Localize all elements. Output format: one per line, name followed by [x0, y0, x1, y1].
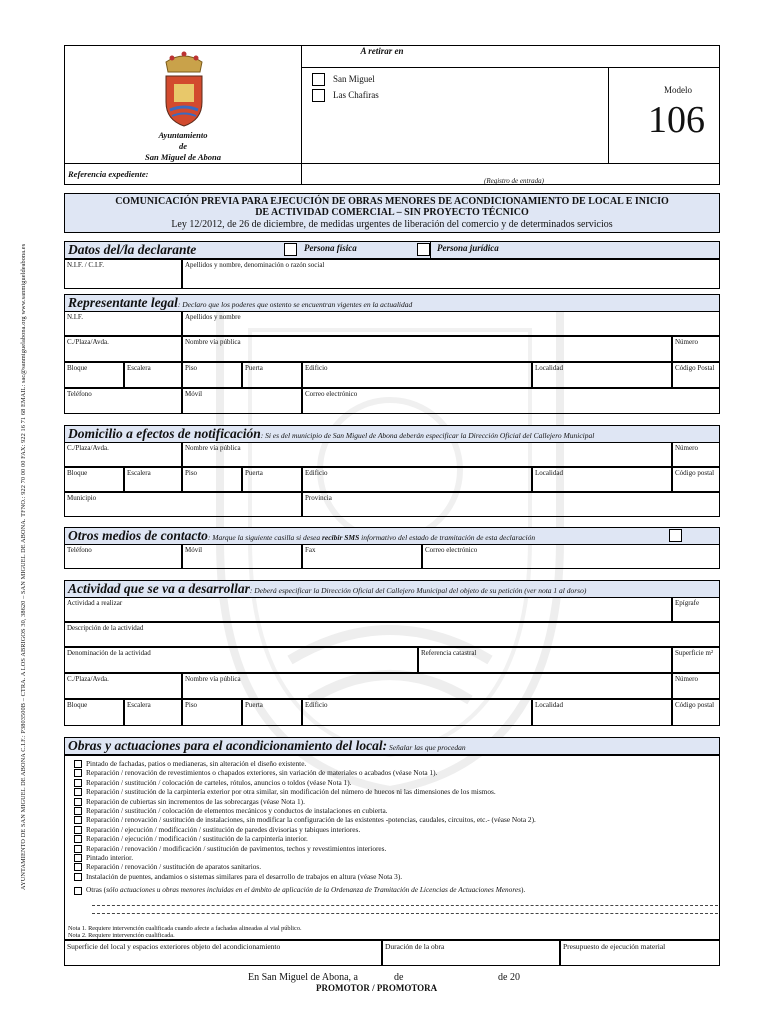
field-presupuesto[interactable]: Presupuesto de ejecución material [560, 940, 720, 966]
title-line1: COMUNICACIÓN PREVIA PARA EJECUCIÓN DE OBRAS MENORES DE ACONDICIONAMIENTO DE LOCAL E INICIO [115, 196, 669, 207]
representante-subtitle: : Declaro que los poderes que ostento se encuentran vigentes en la actualidad [177, 300, 413, 309]
otras-line-1[interactable] [92, 905, 718, 906]
field-actividad-epigrafe[interactable]: Epígrafe [672, 597, 720, 622]
domicilio-heading: Domicilio a efectos de notificación [68, 426, 261, 441]
footer-place: En San Miguel de Abona, a [248, 972, 358, 983]
field-rep-telefono[interactable]: Teléfono [64, 388, 182, 414]
actividad-heading: Actividad que se va a desarrollar [68, 581, 250, 596]
section-domicilio-header [64, 425, 720, 443]
field-dom-edificio[interactable]: Edificio [302, 467, 532, 492]
field-otros-correo[interactable]: Correo electrónico [422, 544, 720, 569]
nota-1: Nota 1. Requiere intervención cualificada cuando afecte a fachadas alineadas al vial público. [68, 925, 302, 932]
field-declarante-nif[interactable]: N.I.F. / C.I.F. [64, 259, 182, 289]
checkbox-obra-9[interactable] [74, 835, 82, 843]
modelo-label: Modelo [664, 85, 692, 95]
persona-fisica-label: Persona física [304, 243, 357, 253]
obras-subtitle: Señalar las que procedan [387, 743, 466, 752]
checkbox-obra-7[interactable] [74, 816, 82, 824]
field-dom-codigo-postal[interactable]: Código postal [672, 467, 720, 492]
checkbox-obra-5[interactable] [74, 798, 82, 806]
field-actividad-referencia-catastral[interactable]: Referencia catastral [418, 647, 672, 673]
field-dom-provincia[interactable]: Provincia [302, 492, 720, 517]
field-dom-nombre-via[interactable]: Nombre vía pública [182, 442, 672, 467]
obra-otras-label: Otras (sólo actuaciones u obras menores incluidas en el ámbito de aplicación de la Ordenanza de Tramitación de Licencias de Actuaciones Menores). [86, 885, 526, 894]
checkbox-recibir-sms[interactable] [669, 529, 682, 542]
field-rep-edificio[interactable]: Edificio [302, 362, 532, 388]
obra-item-label: Reparación de cubiertas sin incrementos de las sobrecargas (véase Nota 1). [86, 796, 305, 806]
obra-item-label: Reparación / renovación / sustitución de aparatos sanitarios. [86, 862, 262, 872]
field-rep-nombre-via[interactable]: Nombre vía pública [182, 336, 672, 362]
obra-item-label: Reparación / ejecución / modificación / sustitución de la carpintería interior. [86, 834, 308, 844]
obra-item-label: Reparación / ejecución / modificación / sustitución de paredes divisorias y tabiques interiores. [86, 824, 361, 834]
representante-heading: Representante legal [68, 295, 178, 310]
field-rep-calle[interactable]: C./Plaza/Avda. [64, 336, 182, 362]
actividad-subtitle: : Deberá especificar la Dirección Oficial del Callejero Municipal del objeto de su petición (ver nota 1 al dorso) [249, 586, 587, 595]
sidebar-text: AYUNTAMIENTO DE SAN MIGUEL DE ABONA C.I.F.: P3803500B – CTRA. A LOS ABRIGOS 30, 38620 – SAN MIGUEL DE ABONA. TFNO.: 922 70 00 00 FAX: 922 16 71 68 EMAIL: sac@sanmiguelabona.org www.sanmigueldeabona.es [20, 243, 27, 890]
obra-item-label: Reparación / renovación / sustitución de instalaciones, sin modificar la configuración de las existentes -potencias, caudales, circuitos, etc.- (véase Nota 2). [86, 815, 536, 825]
field-rep-codigo-postal[interactable]: Código Postal [672, 362, 720, 388]
obra-item-label: Instalación de puentes, andamios o sistemas similares para el desarrollo de trabajos en altura (véase Nota 3). [86, 871, 403, 881]
persona-juridica-label: Persona jurídica [437, 243, 499, 253]
field-representante-apellidos[interactable]: Apellidos y nombre [182, 311, 720, 336]
field-dom-bloque[interactable]: Bloque [64, 467, 124, 492]
field-actividad-descripcion[interactable]: Descripción de la actividad [64, 622, 720, 647]
checkbox-obra-12[interactable] [74, 863, 82, 871]
checkbox-persona-fisica[interactable] [284, 243, 297, 256]
org-name: Ayuntamiento de San Miguel de Abona [145, 130, 221, 162]
field-otros-fax[interactable]: Fax [302, 544, 422, 569]
checkbox-obra-2[interactable] [74, 769, 82, 777]
checkbox-obra-11[interactable] [74, 854, 82, 862]
sidebar-contact-info [20, 150, 34, 890]
field-actividad-realizar[interactable]: Actividad a realizar [64, 597, 672, 622]
footer-de20: de 20 [498, 972, 520, 983]
field-act-calle[interactable]: C./Plaza/Avda. [64, 673, 182, 699]
referencia-label: Referencia expediente: [68, 169, 149, 179]
section-otros-medios-header [64, 527, 720, 545]
coat-of-arms-logo [158, 50, 210, 128]
checkbox-obra-8[interactable] [74, 826, 82, 834]
section-representante-header [64, 294, 720, 312]
title-block [64, 193, 720, 233]
field-dom-calle[interactable]: C./Plaza/Avda. [64, 442, 182, 467]
checkbox-obra-1[interactable] [74, 760, 82, 768]
registro-label: (Registro de entrada) [484, 177, 545, 185]
field-otros-movil[interactable]: Móvil [182, 544, 302, 569]
field-act-escalera[interactable]: Escalera [124, 699, 182, 726]
checkbox-obra-otras[interactable] [74, 887, 82, 895]
obra-item-label: Pintado interior. [86, 853, 134, 862]
field-actividad-denominacion[interactable]: Denominación de la actividad [64, 647, 418, 673]
field-dom-piso[interactable]: Piso [182, 467, 242, 492]
checkbox-obra-4[interactable] [74, 788, 82, 796]
field-dom-localidad[interactable]: Localidad [532, 467, 672, 492]
obra-item-label: Reparación / renovación de revestimientos o chapados exteriores, sin variación de materiales o acabados (véase Nota 1). [86, 768, 438, 778]
option-san-miguel-label: San Miguel [333, 74, 375, 84]
footer-promotor: PROMOTOR / PROMOTORA [316, 983, 438, 993]
field-rep-bloque[interactable]: Bloque [64, 362, 124, 388]
otros-medios-heading: Otros medios de contacto [68, 528, 208, 543]
field-actividad-superficie[interactable]: Superficie m² [672, 647, 720, 673]
field-act-piso[interactable]: Piso [182, 699, 242, 726]
field-act-bloque[interactable]: Bloque [64, 699, 124, 726]
obras-heading: Obras y actuaciones para el acondicionamiento del local: [68, 738, 388, 753]
field-act-localidad[interactable]: Localidad [532, 699, 672, 726]
checkbox-las-chafiras[interactable] [312, 89, 325, 102]
checkbox-obra-6[interactable] [74, 807, 82, 815]
title-line2: DE ACTIVIDAD COMERCIAL – SIN PROYECTO TÉCNICO [255, 207, 529, 218]
obra-item-label: Reparación / sustitución de la carpintería exterior por otra similar, sin modificación del número de huecos ni las dimensiones de los mismos. [86, 787, 496, 797]
section-obras-header [64, 737, 720, 755]
obra-item-label: Reparación / sustitución / colocación de elementos mecánicos y conductos de instalaciones en cubierta. [86, 806, 388, 815]
obra-item-label: Reparación / sustitución / colocación de carteles, rótulos, anuncios o toldos (véase Nota 1). [86, 777, 352, 787]
otros-medios-subtitle: : Marque la siguiente casilla si desea recibir SMS informativo del estado de tramitación de esta declaración [207, 533, 536, 542]
field-superficie-local[interactable]: Superficie del local y espacios exteriores objeto del acondicionamiento [64, 940, 382, 966]
field-rep-numero[interactable]: Número [672, 336, 720, 362]
checkbox-obra-10[interactable] [74, 845, 82, 853]
field-rep-localidad[interactable]: Localidad [532, 362, 672, 388]
obra-item-label: Pintado de fachadas, patios o medianeras, sin alteración el diseño existente. [86, 759, 307, 768]
checkbox-obra-13[interactable] [74, 873, 82, 881]
checkbox-obra-3[interactable] [74, 779, 82, 787]
field-otros-telefono[interactable]: Teléfono [64, 544, 182, 569]
field-representante-nif[interactable]: N.I.F. [64, 311, 182, 336]
field-act-puerta[interactable]: Puerta [242, 699, 302, 726]
retirar-title: A retirar en [360, 46, 404, 56]
field-rep-puerta[interactable]: Puerta [242, 362, 302, 388]
title-line3: Ley 12/2012, de 26 de diciembre, de medidas urgentes de liberación del comercio y de determinados servicios [171, 219, 613, 230]
nota-2: Nota 2. Requiere intervención cualificada. [68, 932, 175, 939]
field-dom-numero[interactable]: Número [672, 442, 720, 467]
section-declarante-header [64, 241, 720, 259]
field-rep-correo[interactable]: Correo electrónico [302, 388, 720, 414]
field-rep-movil[interactable]: Móvil [182, 388, 302, 414]
referencia-input[interactable] [174, 168, 300, 182]
field-dom-municipio[interactable]: Municipio [64, 492, 302, 517]
option-las-chafiras-label: Las Chafiras [333, 90, 379, 100]
field-act-edificio[interactable]: Edificio [302, 699, 532, 726]
field-dom-escalera[interactable]: Escalera [124, 467, 182, 492]
declarante-heading: Datos del/la declarante [68, 242, 197, 257]
field-rep-escalera[interactable]: Escalera [124, 362, 182, 388]
field-act-codigo-postal[interactable]: Código postal [672, 699, 720, 726]
footer-de: de [394, 972, 404, 983]
field-declarante-apellidos[interactable]: Apellidos y nombre, denominación o razón social [182, 259, 720, 289]
domicilio-subtitle: : Si es del municipio de San Miguel de Abona deberán especificar la Dirección Oficial del Callejero Municipal [260, 431, 595, 440]
field-rep-piso[interactable]: Piso [182, 362, 242, 388]
checkbox-persona-juridica[interactable] [417, 243, 430, 256]
modelo-number: 106 [648, 99, 705, 141]
field-dom-puerta[interactable]: Puerta [242, 467, 302, 492]
otras-line-2[interactable] [92, 913, 718, 914]
checkbox-san-miguel[interactable] [312, 73, 325, 86]
obra-item-label: Reparación / renovación / modificación / sustitución de pavimentos, techos y revestimientos interiores. [86, 843, 387, 853]
field-act-numero[interactable]: Número [672, 673, 720, 699]
field-act-nombre-via[interactable]: Nombre vía pública [182, 673, 672, 699]
section-actividad-header [64, 580, 720, 598]
field-duracion-obra[interactable]: Duración de la obra [382, 940, 560, 966]
